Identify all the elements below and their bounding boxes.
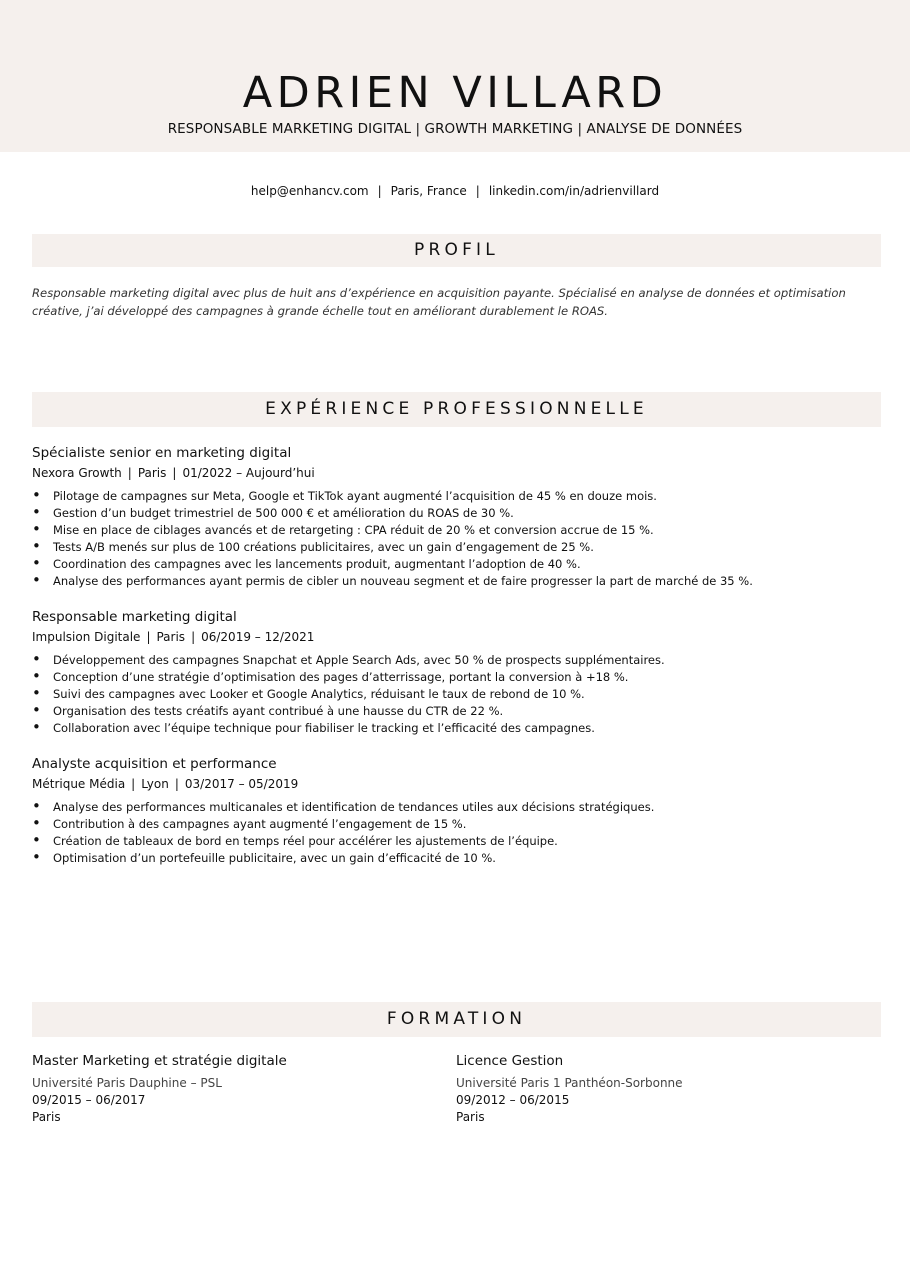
education-city: Paris <box>32 1110 61 1124</box>
job-city: Paris <box>156 630 186 644</box>
section-heading-education: FORMATION <box>32 1002 881 1037</box>
contact-separator: | <box>475 184 480 198</box>
education-school: Université Paris Dauphine – PSL <box>32 1076 222 1090</box>
meta-separator: | <box>191 630 196 644</box>
bullet-item: • Tests A/B menés sur plus de 100 créations publicitaires, avec un gain d’engagement de 25 %. <box>32 539 882 556</box>
education-entry <box>456 1052 876 1126</box>
candidate-name: ADRIEN VILLARD <box>242 68 668 118</box>
meta-separator: | <box>174 777 179 791</box>
education-city: Paris <box>456 1110 485 1124</box>
bullet-item: • Collaboration avec l’équipe technique pour fiabiliser le tracking et l’efficacité des campagnes. <box>32 720 882 737</box>
contact-line <box>0 184 910 198</box>
bullet-item: • Optimisation d’un portefeuille publicitaire, avec un gain d’efficacité de 10 %. <box>32 850 882 867</box>
contact-email[interactable]: help@enhancv.com <box>250 184 369 198</box>
experience-entry <box>32 755 882 867</box>
contact-separator: | <box>377 184 382 198</box>
job-meta <box>32 775 882 793</box>
job-company: Nexora Growth <box>32 466 122 480</box>
contact-location: Paris, France <box>390 184 467 198</box>
profile-summary: Responsable marketing digital avec plus de huit ans d’expérience en acquisition payante. Spécialisé en analyse de données et optimisation créative, j’ai développé des campagnes à grande échelle tout en améliorant durablement le ROAS. <box>32 286 846 318</box>
bullet-item: • Mise en place de ciblages avancés et de retargeting : CPA réduit de 20 % et conversion accrue de 15 %. <box>32 522 882 539</box>
bullet-item: • Coordination des campagnes avec les lancements produit, augmentant l’adoption de 40 %. <box>32 556 882 573</box>
job-title: Spécialiste senior en marketing digital <box>32 445 292 461</box>
job-city: Lyon <box>141 777 169 791</box>
job-dates: 06/2019 – 12/2021 <box>201 630 315 644</box>
bullet-item: • Conception d’une stratégie d’optimisation des pages d’atterrissage, portant la conversion à +18 %. <box>32 669 882 686</box>
education-degree: Master Marketing et stratégie digitale <box>32 1053 287 1069</box>
job-dates: 03/2017 – 05/2019 <box>184 777 299 791</box>
bullet-item: • Développement des campagnes Snapchat et Apple Search Ads, avec 50 % de prospects supplémentaires. <box>32 652 882 669</box>
job-title: Analyste acquisition et performance <box>32 756 277 772</box>
bullet-item: • Contribution à des campagnes ayant augmenté l’engagement de 15 %. <box>32 816 882 833</box>
section-heading-experience: EXPÉRIENCE PROFESSIONNELLE <box>32 392 881 427</box>
education-entry <box>32 1052 452 1126</box>
meta-separator: | <box>131 777 136 791</box>
bullet-item: • Suivi des campagnes avec Looker et Google Analytics, réduisant le taux de rebond de 10 %. <box>32 686 882 703</box>
education-school: Université Paris 1 Panthéon-Sorbonne <box>456 1076 683 1090</box>
experience-entry <box>32 608 882 737</box>
experience-entry <box>32 444 882 589</box>
job-meta <box>32 464 882 482</box>
contact-linkedin[interactable]: linkedin.com/in/adrienvillard <box>488 184 660 198</box>
section-heading-profile: PROFIL <box>32 234 881 267</box>
bullet-item: • Gestion d’un budget trimestriel de 500 000 € et amélioration du ROAS de 30 %. <box>32 505 882 522</box>
education-degree: Licence Gestion <box>456 1053 564 1069</box>
job-bullets <box>32 799 882 867</box>
meta-separator: | <box>146 630 151 644</box>
bullet-item: • Analyse des performances multicanales et identification de tendances utiles aux décisions stratégiques. <box>32 799 882 816</box>
bullet-item: • Analyse des performances ayant permis de cibler un nouveau segment et de faire progresser la part de marché de 35 %. <box>32 573 882 590</box>
job-dates: 01/2022 – Aujourd’hui <box>182 466 315 480</box>
bullet-item: • Pilotage de campagnes sur Meta, Google et TikTok ayant augmenté l’acquisition de 45 % en douze mois. <box>32 488 882 505</box>
meta-separator: | <box>172 466 177 480</box>
job-city: Paris <box>137 466 167 480</box>
candidate-headline: RESPONSABLE MARKETING DIGITAL | GROWTH MARKETING | ANALYSE DE DONNÉES <box>167 121 743 137</box>
education-dates: 09/2012 – 06/2015 <box>456 1093 570 1107</box>
meta-separator: | <box>127 466 132 480</box>
job-company: Métrique Média <box>32 777 126 791</box>
bullet-item: • Création de tableaux de bord en temps réel pour accélérer les ajustements de l’équipe. <box>32 833 882 850</box>
job-bullets <box>32 652 882 737</box>
job-meta <box>32 628 882 646</box>
job-bullets <box>32 488 882 589</box>
job-title: Responsable marketing digital <box>32 609 237 625</box>
education-dates: 09/2015 – 06/2017 <box>32 1093 146 1107</box>
job-company: Impulsion Digitale <box>32 630 141 644</box>
bullet-item: • Organisation des tests créatifs ayant contribué à une hausse du CTR de 22 %. <box>32 703 882 720</box>
